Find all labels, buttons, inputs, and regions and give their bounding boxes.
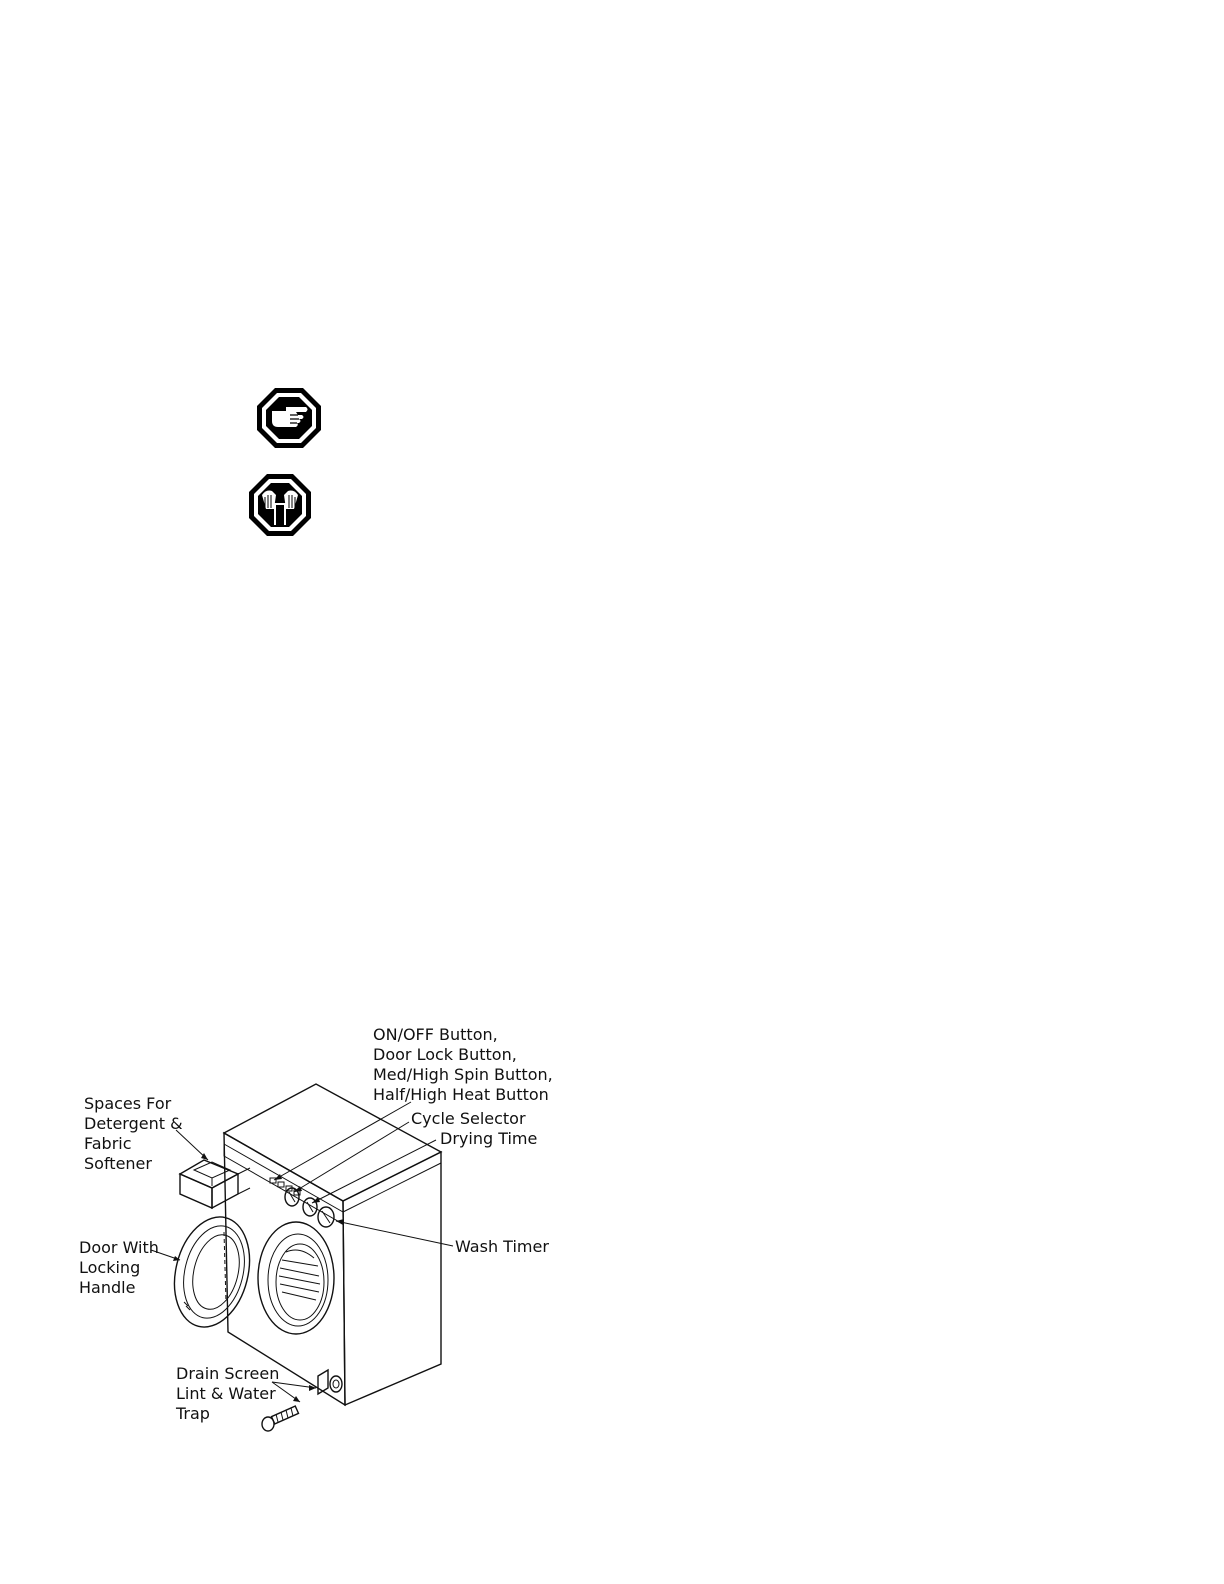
- control-panel: [270, 1178, 334, 1227]
- label-dispenser: [84, 1094, 183, 1173]
- label-controls-line-1: ON/OFF Button,: [373, 1025, 498, 1044]
- label-dispenser-line-1: Spaces For: [84, 1094, 172, 1113]
- leader-lines: [151, 1102, 453, 1402]
- cabinet: [224, 1084, 441, 1405]
- drum-opening: [258, 1222, 334, 1334]
- label-door-line-1: Door With: [79, 1238, 159, 1257]
- label-door-line-3: Handle: [79, 1278, 136, 1297]
- label-controls: [373, 1025, 553, 1104]
- label-dispenser-line-4: Softener: [84, 1154, 152, 1173]
- label-door: [79, 1238, 159, 1297]
- label-wash-timer: Wash Timer: [455, 1237, 549, 1256]
- door: [164, 1209, 261, 1335]
- label-controls-line-2: Door Lock Button,: [373, 1045, 517, 1064]
- label-controls-line-4: Half/High Heat Button: [373, 1085, 549, 1104]
- label-drain-line-2: Lint & Water: [176, 1384, 276, 1403]
- hands-on-book-icon: [248, 473, 312, 537]
- washer-dryer-diagram: [60, 1010, 560, 1440]
- label-door-line-2: Locking: [79, 1258, 141, 1277]
- label-controls-line-3: Med/High Spin Button,: [373, 1065, 553, 1084]
- label-drain-line-1: Drain Screen: [176, 1364, 280, 1383]
- label-drain: [175, 1364, 279, 1423]
- label-drying-time: Drying Time: [440, 1129, 538, 1148]
- label-cycle-selector: Cycle Selector: [411, 1109, 526, 1128]
- detergent-drawer: [180, 1160, 250, 1208]
- label-dispenser-line-3: Fabric: [84, 1134, 132, 1153]
- pointing-hand-icon: [256, 387, 322, 449]
- label-drain-line-3: Trap: [176, 1404, 210, 1423]
- label-dispenser-line-2: Detergent &: [84, 1114, 183, 1133]
